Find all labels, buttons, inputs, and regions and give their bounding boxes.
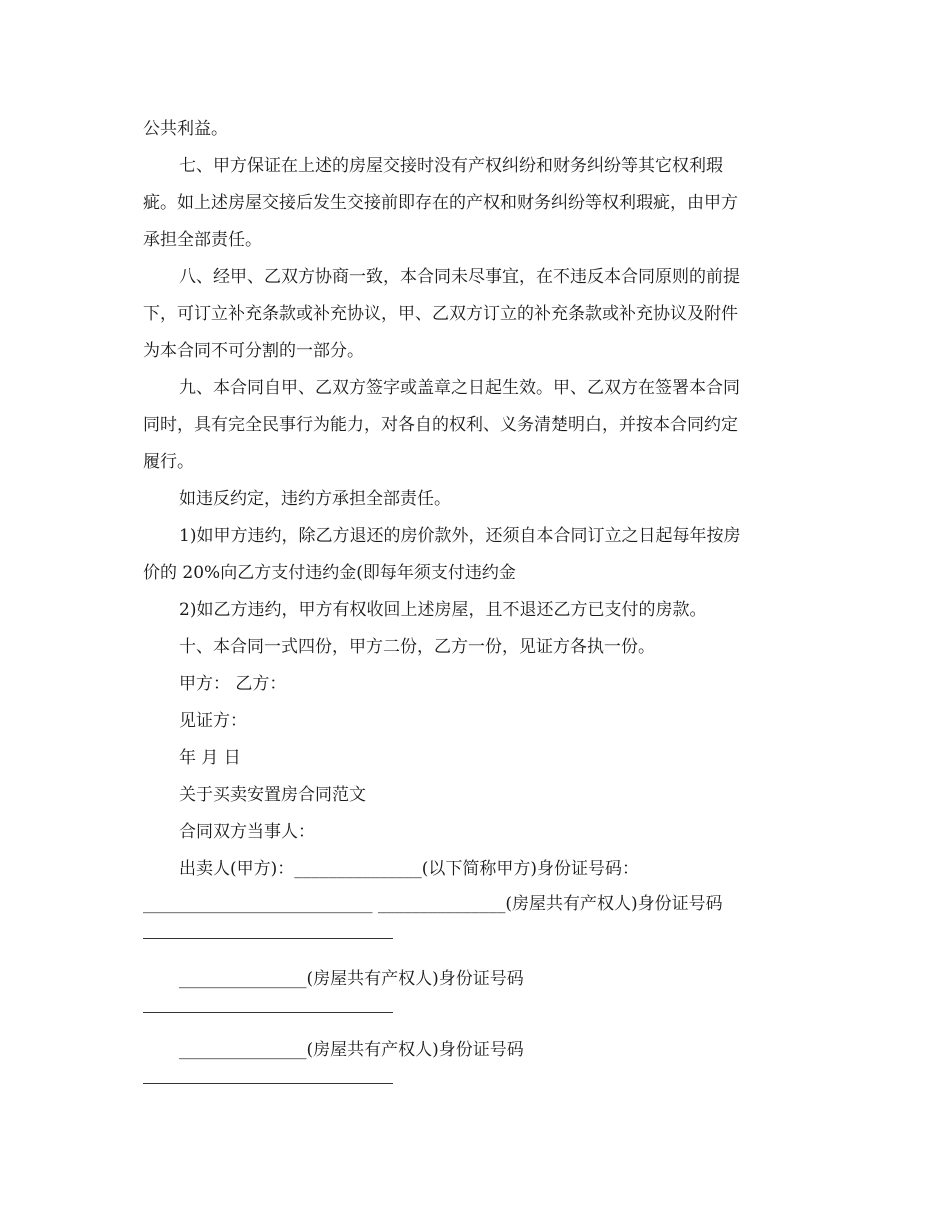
co-owner-line-2: _______________(房屋共有产权人)身份证号码 bbox=[179, 969, 524, 989]
seller-line: 出卖人(甲方)：_______________(以下简称甲方)身份证号码： bbox=[179, 859, 640, 879]
clause-7-line-2: 疵。如上述房屋交接后发生交接前即存在的产权和财务纠纷等权利瑕疵，由甲方 bbox=[143, 193, 738, 213]
clause-9-line-1: 九、本合同自甲、乙双方签字或盖章之日起生效。甲、乙双方在签署本合同 bbox=[179, 378, 740, 398]
co-owner-line-3: _______________(房屋共有产权人)身份证号码 bbox=[179, 1040, 524, 1060]
clause-7-line-1: 七、甲方保证在上述的房屋交接时没有产权纠纷和财务纠纷等其它权利瑕 bbox=[179, 156, 723, 176]
signature-witness: 见证方： bbox=[179, 711, 247, 731]
clause-8-line-2: 下，可订立补充条款或补充协议，甲、乙双方订立的补充条款或补充协议及附件 bbox=[143, 304, 738, 324]
signature-parties: 甲方： 乙方： bbox=[179, 674, 287, 694]
text-line: 公共利益。 bbox=[143, 119, 228, 139]
clause-8-line-1: 八、经甲、乙双方协商一致，本合同未尽事宜，在不违反本合同原则的前提 bbox=[179, 267, 740, 287]
blank-underline bbox=[143, 1012, 393, 1013]
signature-date: 年 月 日 bbox=[179, 748, 241, 768]
breach-1-line-1: 1)如甲方违约，除乙方退还的房价款外，还须自本合同订立之日起每年按房 bbox=[179, 526, 741, 546]
document-title: 关于买卖安置房合同范文 bbox=[179, 785, 366, 805]
breach-2: 2)如乙方违约，甲方有权收回上述房屋，且不退还乙方已支付的房款。 bbox=[179, 600, 707, 620]
clause-9-line-3: 履行。 bbox=[143, 452, 194, 472]
parties-heading: 合同双方当事人： bbox=[179, 822, 315, 842]
blank-underline bbox=[143, 1083, 393, 1084]
blank-underline bbox=[143, 938, 393, 939]
breach-intro: 如违反约定，违约方承担全部责任。 bbox=[179, 489, 451, 509]
breach-1-line-2: 价的 20%向乙方支付违约金(即每年须支付违约金 bbox=[143, 563, 516, 583]
co-owner-line-1: ___________________________ _______________(房屋共有产权人)身份证号码 bbox=[143, 894, 723, 914]
clause-7-line-3: 承担全部责任。 bbox=[143, 230, 262, 250]
clause-8-line-3: 为本合同不可分割的一部分。 bbox=[143, 341, 364, 361]
clause-10: 十、本合同一式四份，甲方二份，乙方一份，见证方各执一份。 bbox=[179, 637, 655, 657]
clause-9-line-2: 同时，具有完全民事行为能力，对各自的权利、义务清楚明白，并按本合同约定 bbox=[143, 415, 738, 435]
